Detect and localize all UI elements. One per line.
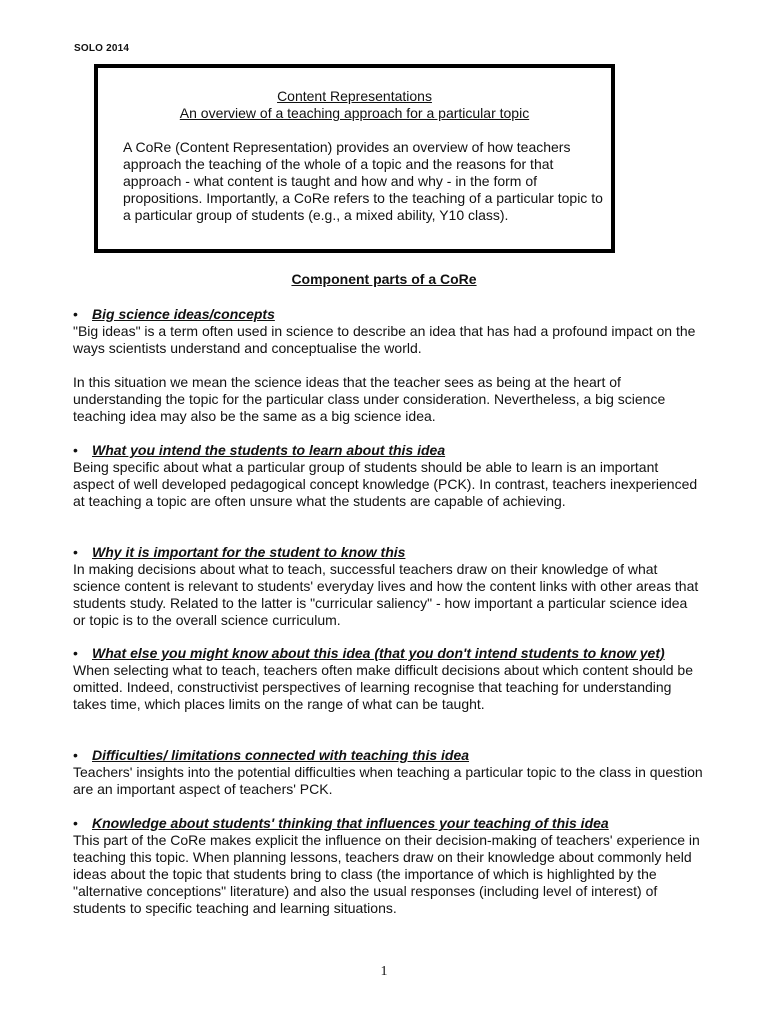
section-heading	[73, 442, 703, 459]
section-heading-text: What you intend the students to learn about this idea	[92, 442, 446, 458]
section-title: Component parts of a CoRe	[291, 271, 477, 287]
bullet-icon: •	[73, 747, 78, 763]
section-difficulties	[73, 747, 703, 798]
section-paragraph: In this situation we mean the science ideas that the teacher sees as being at the heart of understanding the topic for the particular class under consideration. Nevertheless, a big science teaching idea may also be the same as a big science idea.	[73, 374, 666, 424]
section-heading-text: What else you might know about this idea (that you don't intend students to know yet)	[92, 645, 665, 661]
section-paragraph: "Big ideas" is a term often used in science to describe an idea that has had a profound impact on the ways scientists understand and conceptualise the world.	[73, 323, 696, 356]
intro-box	[94, 64, 615, 253]
section-paragraph: Teachers' insights into the potential difficulties when teaching a particular topic to the class in question are an important aspect of teachers' PCK.	[73, 764, 703, 797]
section-big-ideas	[73, 306, 703, 425]
section-heading-text: Difficulties/ limitations connected with teaching this idea	[92, 747, 470, 763]
bullet-icon: •	[73, 442, 78, 458]
document-header-label: SOLO 2014	[74, 43, 130, 54]
section-heading	[73, 544, 703, 561]
section-heading	[73, 306, 703, 323]
page-number: 1	[380, 964, 388, 979]
section-heading	[73, 747, 703, 764]
section-paragraph: Being specific about what a particular group of students should be able to learn is an important aspect of well developed pedagogical concept knowledge (PCK). In contrast, teachers inexperienced at teaching a topic are often unsure what the students are capable of achieving.	[73, 459, 698, 509]
section-what-else	[73, 645, 703, 713]
section-intend-to-learn	[73, 442, 703, 510]
intro-box-subtitle: An overview of a teaching approach for a particular topic	[179, 105, 530, 121]
section-why-important	[73, 544, 703, 629]
bullet-icon: •	[73, 645, 78, 661]
section-students-thinking	[73, 815, 703, 917]
section-paragraph: This part of the CoRe makes explicit the influence on their decision-making of teachers' experience in teaching this topic. When planning lessons, teachers draw on their knowledge about commonly held ideas about the topic that students bring to class (the importance of which is highlighted by the "alternative conceptions" literature) and also the usual responses (including level of interest) of students to specific teaching and learning situations.	[73, 832, 700, 916]
intro-box-title: Content Representations	[277, 88, 432, 104]
bullet-icon: •	[73, 544, 78, 560]
bullet-icon: •	[73, 306, 78, 322]
section-heading	[73, 815, 703, 832]
section-paragraph: In making decisions about what to teach, successful teachers draw on their knowledge of what science content is relevant to students' everyday lives and how the content links with other areas that students study. Related to the latter is "curricular saliency" - how important a particular science idea or topic is to the overall science curriculum.	[73, 561, 699, 628]
section-heading-text: Why it is important for the student to know this	[92, 544, 406, 560]
section-heading	[73, 645, 703, 662]
intro-box-body: A CoRe (Content Representation) provides an overview of how teachers approach the teaching of the whole of a topic and the reasons for that approach - what content is taught and how and why - in the form of propositions. Importantly, a CoRe refers to the teaching of a particular topic to a particular group of students (e.g., a mixed ability, Y10 class).	[123, 139, 603, 223]
section-heading-text: Big science ideas/concepts	[92, 306, 275, 322]
section-paragraph: When selecting what to teach, teachers often make difficult decisions about which content should be omitted. Indeed, constructivist perspectives of learning recognise that teaching for understanding takes time, which places limits on the range of what can be taught.	[73, 662, 693, 712]
section-heading-text: Knowledge about students' thinking that influences your teaching of this idea	[92, 815, 609, 831]
bullet-icon: •	[73, 815, 78, 831]
